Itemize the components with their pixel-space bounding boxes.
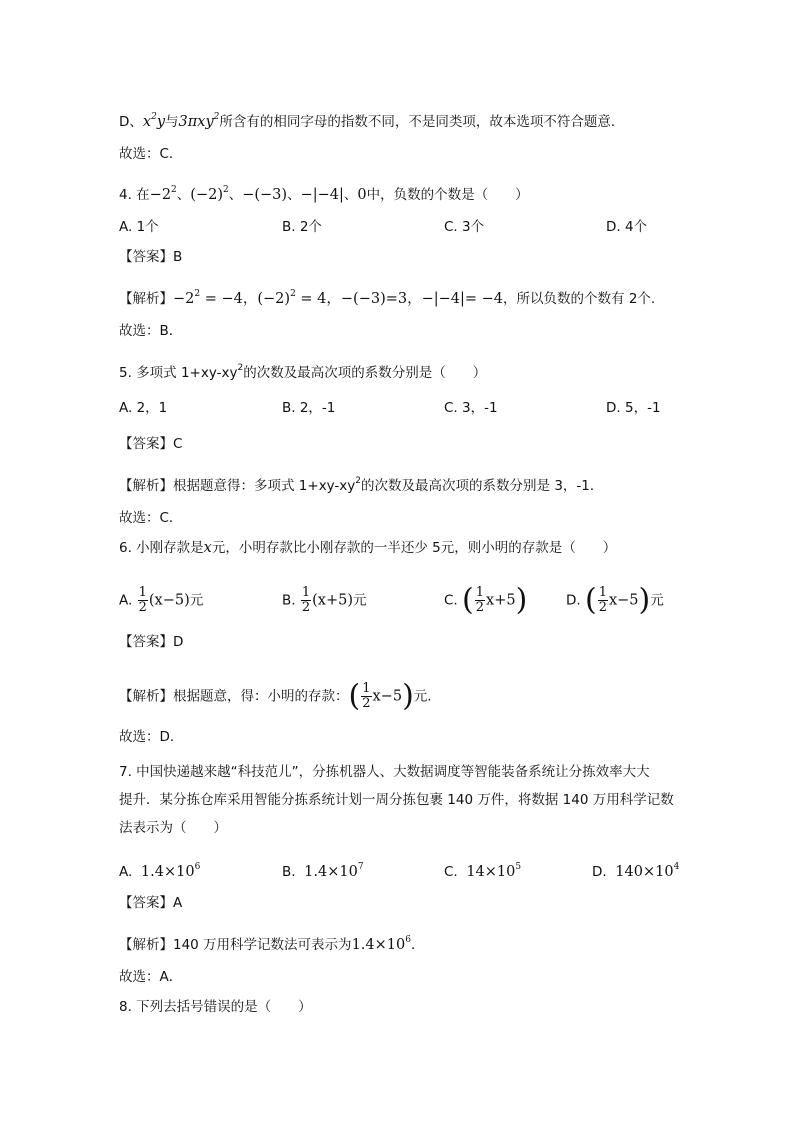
option-c: C. 3个 [444,219,485,235]
option-a: A. $1.4\times 10^6$ [119,862,201,880]
fraction: $\frac{1}{2}$ [301,585,311,615]
paren-left: ( [462,582,474,618]
math-term: 3πxy$^2$ [178,112,220,130]
option-a: A. 1个 [119,219,159,235]
answer-line: 【答案】C [119,436,183,452]
question-7-stem-line-1: 7. 中国快递越来越“科技范儿”，分拣机器人、大数据调度等智能装备系统让分拣效率大大 [119,764,650,780]
question-4-stem: 4. 在$-2^2$、$(-2)^2$、−(−3)、−|−4|、0中，负数的个数是（ ） [119,185,529,203]
question-6-stem: 6. 小刚存款是x元，小明存款比小刚存款的一半还少 5元，则小明的存款是（ ） [119,540,617,556]
option-b: B. $1.4\times 10^7$ [282,862,364,880]
option-b: B. $\frac{1}{2}$ (x+5)元 [282,585,367,615]
option-c: C. 3，-1 [444,400,498,416]
question-5-stem: 5. 多项式 $1+xy-xy^2$的次数及最高次项的系数分别是（ ） [119,363,487,381]
option-d: D. 4个 [606,219,648,235]
question-7-stem-line-3: 法表示为（ ） [119,820,227,836]
fraction: $\frac{1}{2}$ [598,585,607,615]
option-a: A. $\frac{1}{2}$ (x−5)元 [119,585,204,615]
choice-line: 故选：B． [119,323,183,339]
prev-question-d-option-line: D、$x^2y$与3πxy$^2$所含有的相同字母的指数不同，不是同类项，故本选项不符合题意． [119,112,625,130]
answer-line: 【答案】B [119,249,183,265]
option-a: A. 2，1 [119,400,168,416]
analysis-line: 【解析】根据题意，得：小明的存款：( $\frac{1}{2}$ x−5)元. [119,678,432,714]
option-d: D. ( $\frac{1}{2}$ x−5)元 [566,582,664,618]
choice-line: 故选：C． [119,146,183,162]
choice-line: 故选：C． [119,510,183,526]
math-term: $x^2y$ [142,112,166,130]
analysis-line: 【解析】140 万用科学记数法可表示为$1.4\times 10^6$． [119,935,425,953]
fraction: $\frac{1}{2}$ [362,681,371,711]
option-c: C. $14\times 10^5$ [444,862,522,880]
option-d: D. $140\times 10^4$ [592,862,680,880]
option-b: B. 2个 [282,219,322,235]
question-8-stem: 8. 下列去括号错误的是（ ） [119,999,312,1015]
choice-line: 故选：D． [119,729,184,745]
fraction: $\frac{1}{2}$ [138,585,147,615]
paren-right: ) [638,582,651,618]
choice-line: 故选：A． [119,969,183,985]
paren-right: ) [402,678,414,714]
question-7-stem-line-2: 提升．某分拣仓库采用智能分拣系统计划一周分拣包裹 140 万件，将数据 140 万用科学记数 [119,792,674,808]
paren-left: ( [348,678,361,714]
option-b: B. 2，-1 [282,400,336,416]
answer-line: 【答案】A [119,895,183,911]
analysis-line: 【解析】根据题意得：多项式 $1+xy-xy^2$的次数及最高次项的系数分别是 3，-1． [119,476,604,494]
paren-right: ) [515,582,528,618]
analysis-line: 【解析】$-2^2 = -4$，$(-2)^2 = 4$，−(−3)=3，−|−4|= −4，所以负数的个数有 2个. [119,289,656,307]
fraction: $\frac{1}{2}$ [475,585,485,615]
option-d: D. 5，-1 [606,400,661,416]
answer-line: 【答案】D [119,634,184,650]
option-c: C. ( $\frac{1}{2}$ x+5) [444,582,528,618]
paren-left: ( [584,582,597,618]
option-label: D、 [119,114,143,130]
